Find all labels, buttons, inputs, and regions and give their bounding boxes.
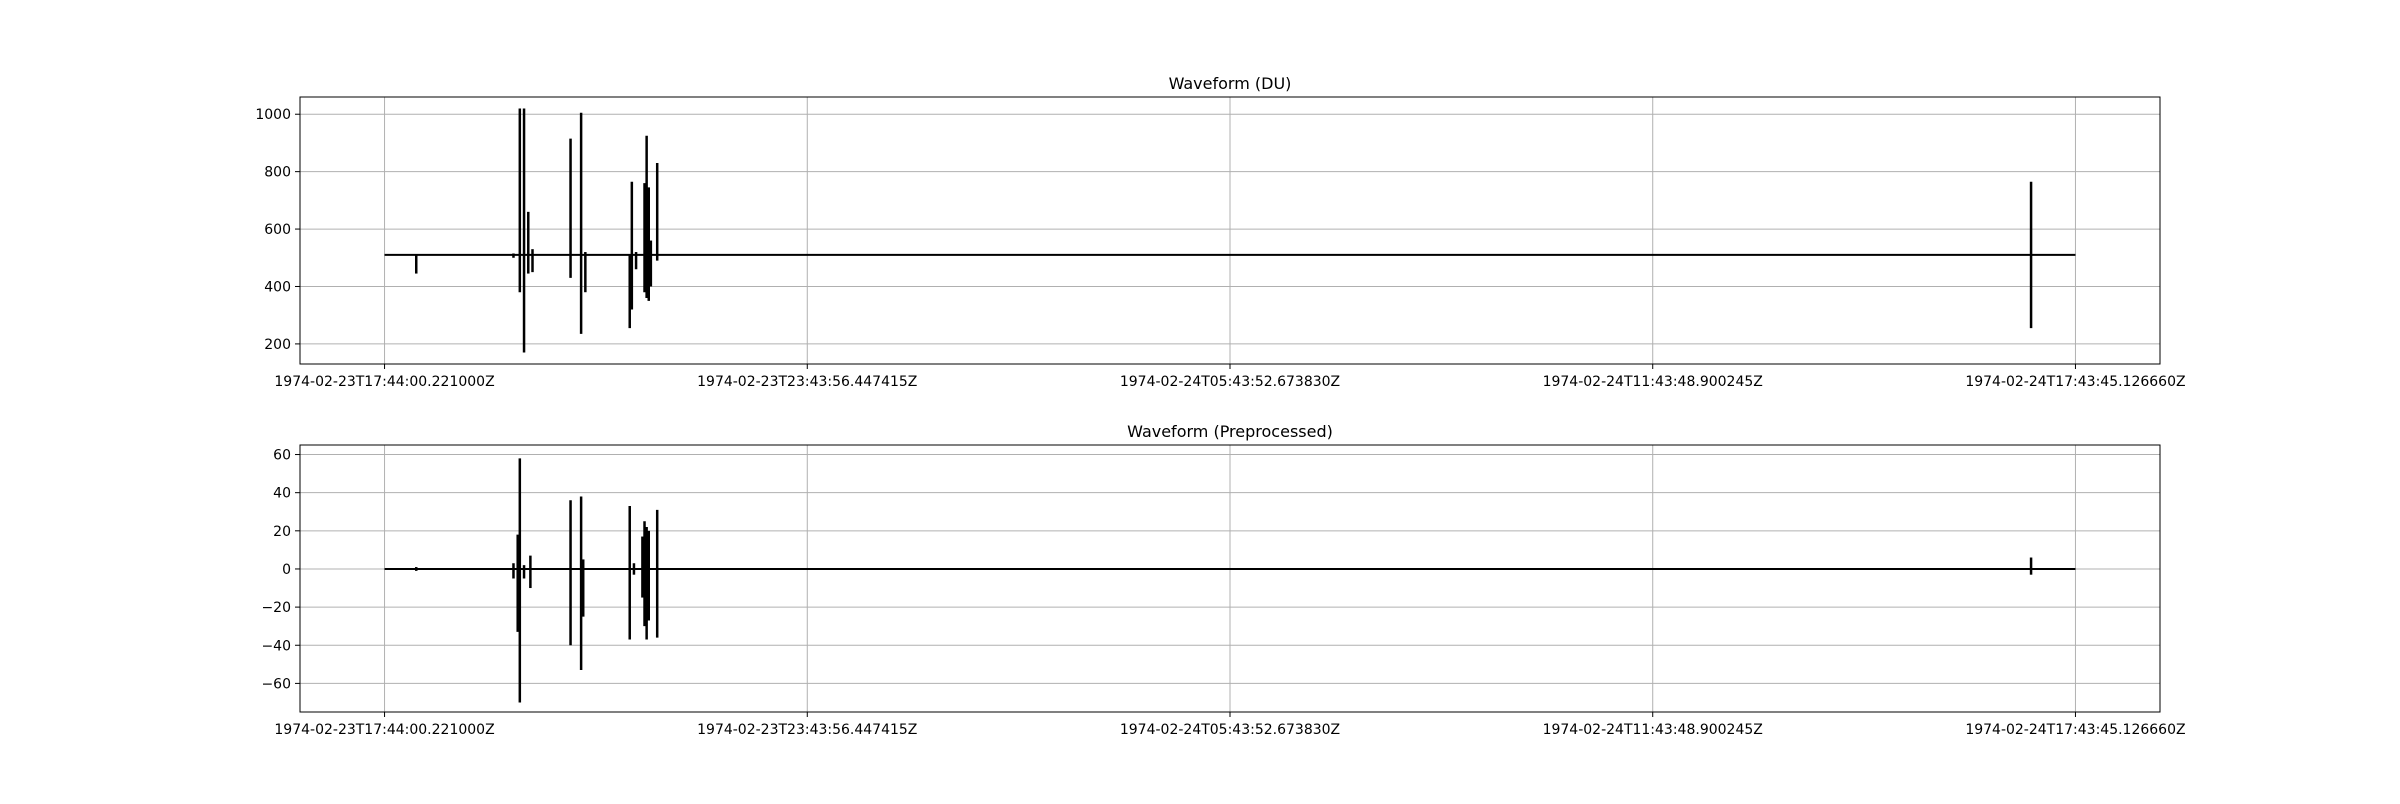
du-x-tick-label: 1974-02-24T05:43:52.673830Z (1119, 374, 1341, 390)
du-x-tick-label: 1974-02-23T23:43:56.447415Z (697, 374, 918, 390)
du-x-tick-label: 1974-02-23T17:44:00.221000Z (274, 374, 495, 390)
preprocessed-y-tick-label: 0 (282, 561, 291, 578)
du-y-tick-label: 600 (264, 222, 291, 239)
du-x-tick-label: 1974-02-24T11:43:48.900245Z (1542, 374, 1763, 390)
preprocessed-x-tick-label: 1974-02-24T05:43:52.673830Z (1119, 722, 1341, 738)
preprocessed-x-tick-label: 1974-02-24T17:43:45.126660Z (1965, 722, 2186, 738)
preprocessed-x-tick-label: 1974-02-23T17:44:00.221000Z (274, 722, 495, 738)
preprocessed-x-tick-label: 1974-02-23T23:43:56.447415Z (697, 722, 918, 738)
du-y-tick-label: 400 (264, 279, 291, 296)
preprocessed-chart-title: Waveform (Preprocessed) (1127, 422, 1333, 441)
preprocessed-y-tick-label: −60 (261, 676, 291, 693)
preprocessed-y-tick-label: −40 (261, 638, 291, 655)
du-y-tick-label: 200 (264, 336, 291, 353)
preprocessed-y-tick-label: −20 (261, 600, 291, 617)
preprocessed-y-tick-label: 20 (273, 523, 291, 540)
preprocessed-y-tick-label: 60 (273, 447, 291, 464)
du-y-tick-label: 1000 (255, 107, 291, 124)
du-chart-title: Waveform (DU) (1168, 74, 1292, 93)
preprocessed-y-tick-label: 40 (273, 485, 291, 502)
du-y-tick-label: 800 (264, 164, 291, 181)
du-x-tick-label: 1974-02-24T17:43:45.126660Z (1965, 374, 2186, 390)
preprocessed-x-tick-label: 1974-02-24T11:43:48.900245Z (1542, 722, 1763, 738)
